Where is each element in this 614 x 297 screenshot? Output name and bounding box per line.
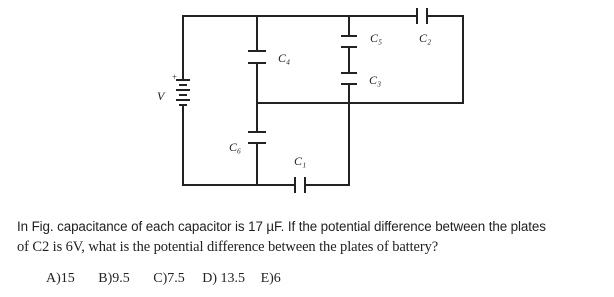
wire-bottom-right: [312, 103, 463, 185]
c5-label: C₅: [370, 31, 383, 45]
c3-label: C₃: [369, 73, 382, 87]
c6-label: C₆: [229, 140, 242, 154]
capacitor-c3-symbol: [341, 73, 357, 84]
capacitor-c4-symbol: [248, 51, 266, 63]
option-e[interactable]: E)6: [260, 271, 281, 286]
capacitor-c2-symbol: [413, 8, 432, 24]
capacitor-c1-symbol: [289, 177, 312, 193]
battery-label: V: [157, 89, 165, 103]
option-c[interactable]: C)7.5: [153, 271, 185, 286]
capacitor-c6-symbol: [248, 132, 266, 143]
c4-label: C₄: [278, 51, 291, 65]
option-d[interactable]: D) 13.5: [202, 271, 246, 286]
answer-options: [46, 271, 301, 287]
question-line-1: In Fig. capacitance of each capacitor is 17 µF. If the potential difference between the plates: [17, 219, 546, 234]
c1-label: C₁: [294, 154, 307, 168]
question-line-2: of C2 is 6V, what is the potential difference between the plates of battery?: [17, 239, 439, 255]
battery-symbol: [176, 80, 190, 105]
question-text: [17, 216, 612, 258]
c2-label: C₂: [419, 31, 432, 45]
wire-c4-lower: [257, 63, 349, 103]
option-b[interactable]: B)9.5: [98, 271, 130, 286]
battery-plus-label: +: [172, 72, 178, 82]
wire-top-right: [432, 16, 463, 103]
capacitor-c5-symbol: [341, 36, 357, 47]
option-a[interactable]: A)15: [46, 271, 75, 286]
